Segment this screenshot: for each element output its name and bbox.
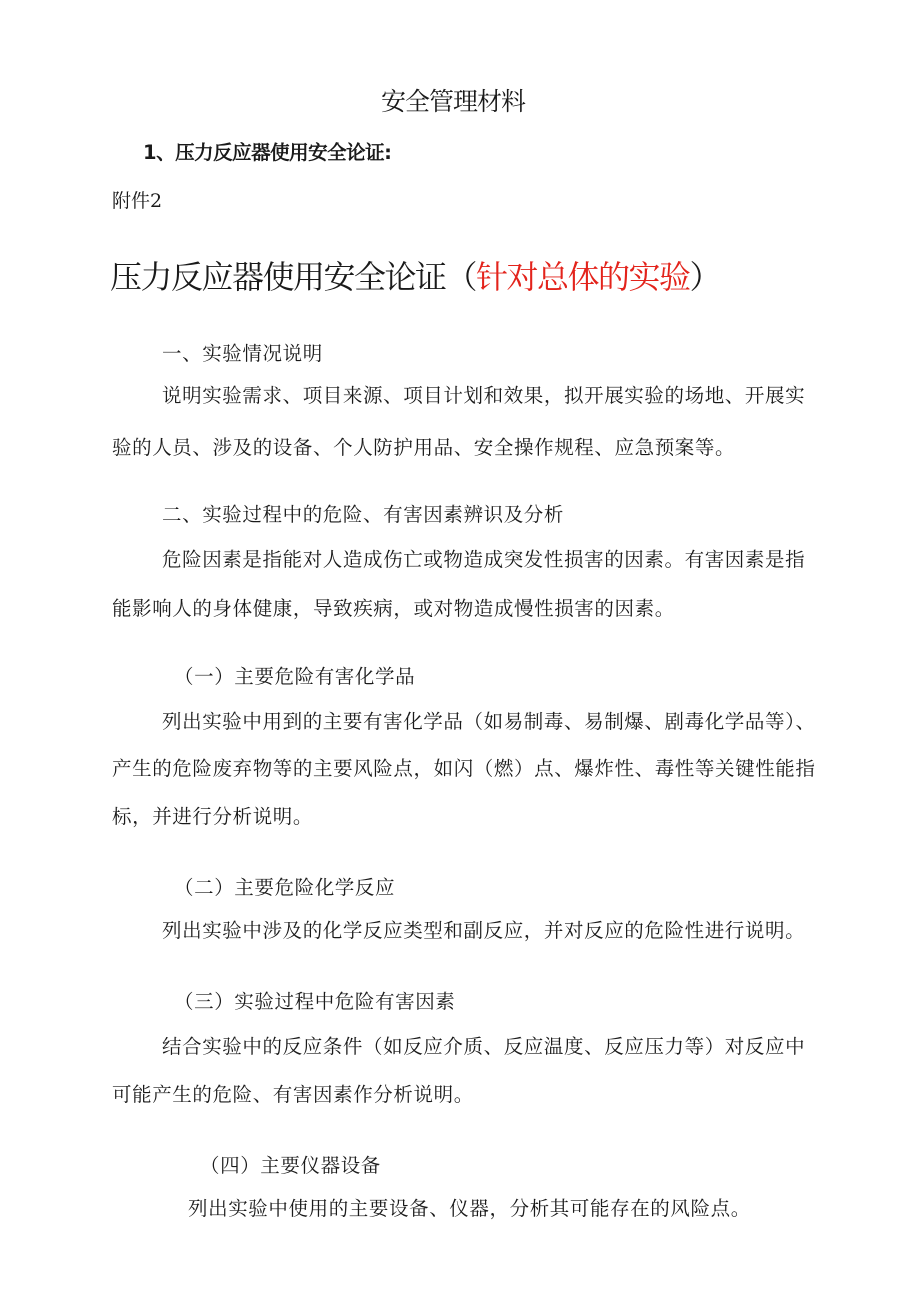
- section-1-text-line: 验的人员、涉及的设备、个人防护用品、安全操作规程、应急预案等。: [112, 436, 736, 459]
- section-1-heading: 一、实验情况说明: [162, 342, 323, 365]
- subsection-2-heading: （二）主要危险化学反应: [174, 876, 396, 899]
- subsection-1-heading: （一）主要危险有害化学品: [174, 665, 416, 688]
- subsection-4-heading: （四）主要仪器设备: [200, 1154, 381, 1177]
- section-2-heading: 二、实验过程中的危险、有害因素辨识及分析: [162, 503, 565, 526]
- subsection-3-text-line: 可能产生的危险、有害因素作分析说明。: [112, 1083, 474, 1106]
- section-1-text-line: 说明实验需求、项目来源、项目计划和效果，拟开展实验的场地、开展实: [162, 384, 806, 407]
- subsection-1-text-line: 产生的危险废弃物等的主要风险点，如闪（燃）点、爆炸性、毒性等关键性能指: [112, 757, 816, 780]
- main-heading-prefix: 压力反应器使用安全论证（: [110, 258, 477, 296]
- main-heading-suffix: ）: [689, 258, 721, 296]
- item-1-heading: 1、压力反应器使用安全论证:: [143, 141, 392, 164]
- subsection-3-heading: （三）实验过程中危险有害因素: [174, 990, 456, 1013]
- subsection-1-text-line: 标，并进行分析说明。: [112, 805, 314, 828]
- section-2-text-line: 能影响人的身体健康，导致疾病，或对物造成慢性损害的因素。: [112, 597, 675, 620]
- subsection-2-text-line: 列出实验中涉及的化学反应类型和副反应，并对反应的危险性进行说明。: [162, 919, 806, 942]
- subsection-1-text-line: 列出实验中用到的主要有害化学品（如易制毒、易制爆、剧毒化学品等）、: [162, 710, 816, 733]
- attachment-label: 附件2: [112, 190, 163, 212]
- doc-title: 安全管理材料: [381, 87, 526, 116]
- main-heading-highlight: 针对总体的实验: [476, 258, 690, 296]
- section-2-text-line: 危险因素是指能对人造成伤亡或物造成突发性损害的因素。有害因素是指: [162, 548, 806, 571]
- subsection-3-text-line: 结合实验中的反应条件（如反应介质、反应温度、反应压力等）对反应中: [162, 1035, 806, 1058]
- subsection-4-text-line: 列出实验中使用的主要设备、仪器，分析其可能存在的风险点。: [188, 1197, 751, 1220]
- main-heading: [110, 252, 720, 298]
